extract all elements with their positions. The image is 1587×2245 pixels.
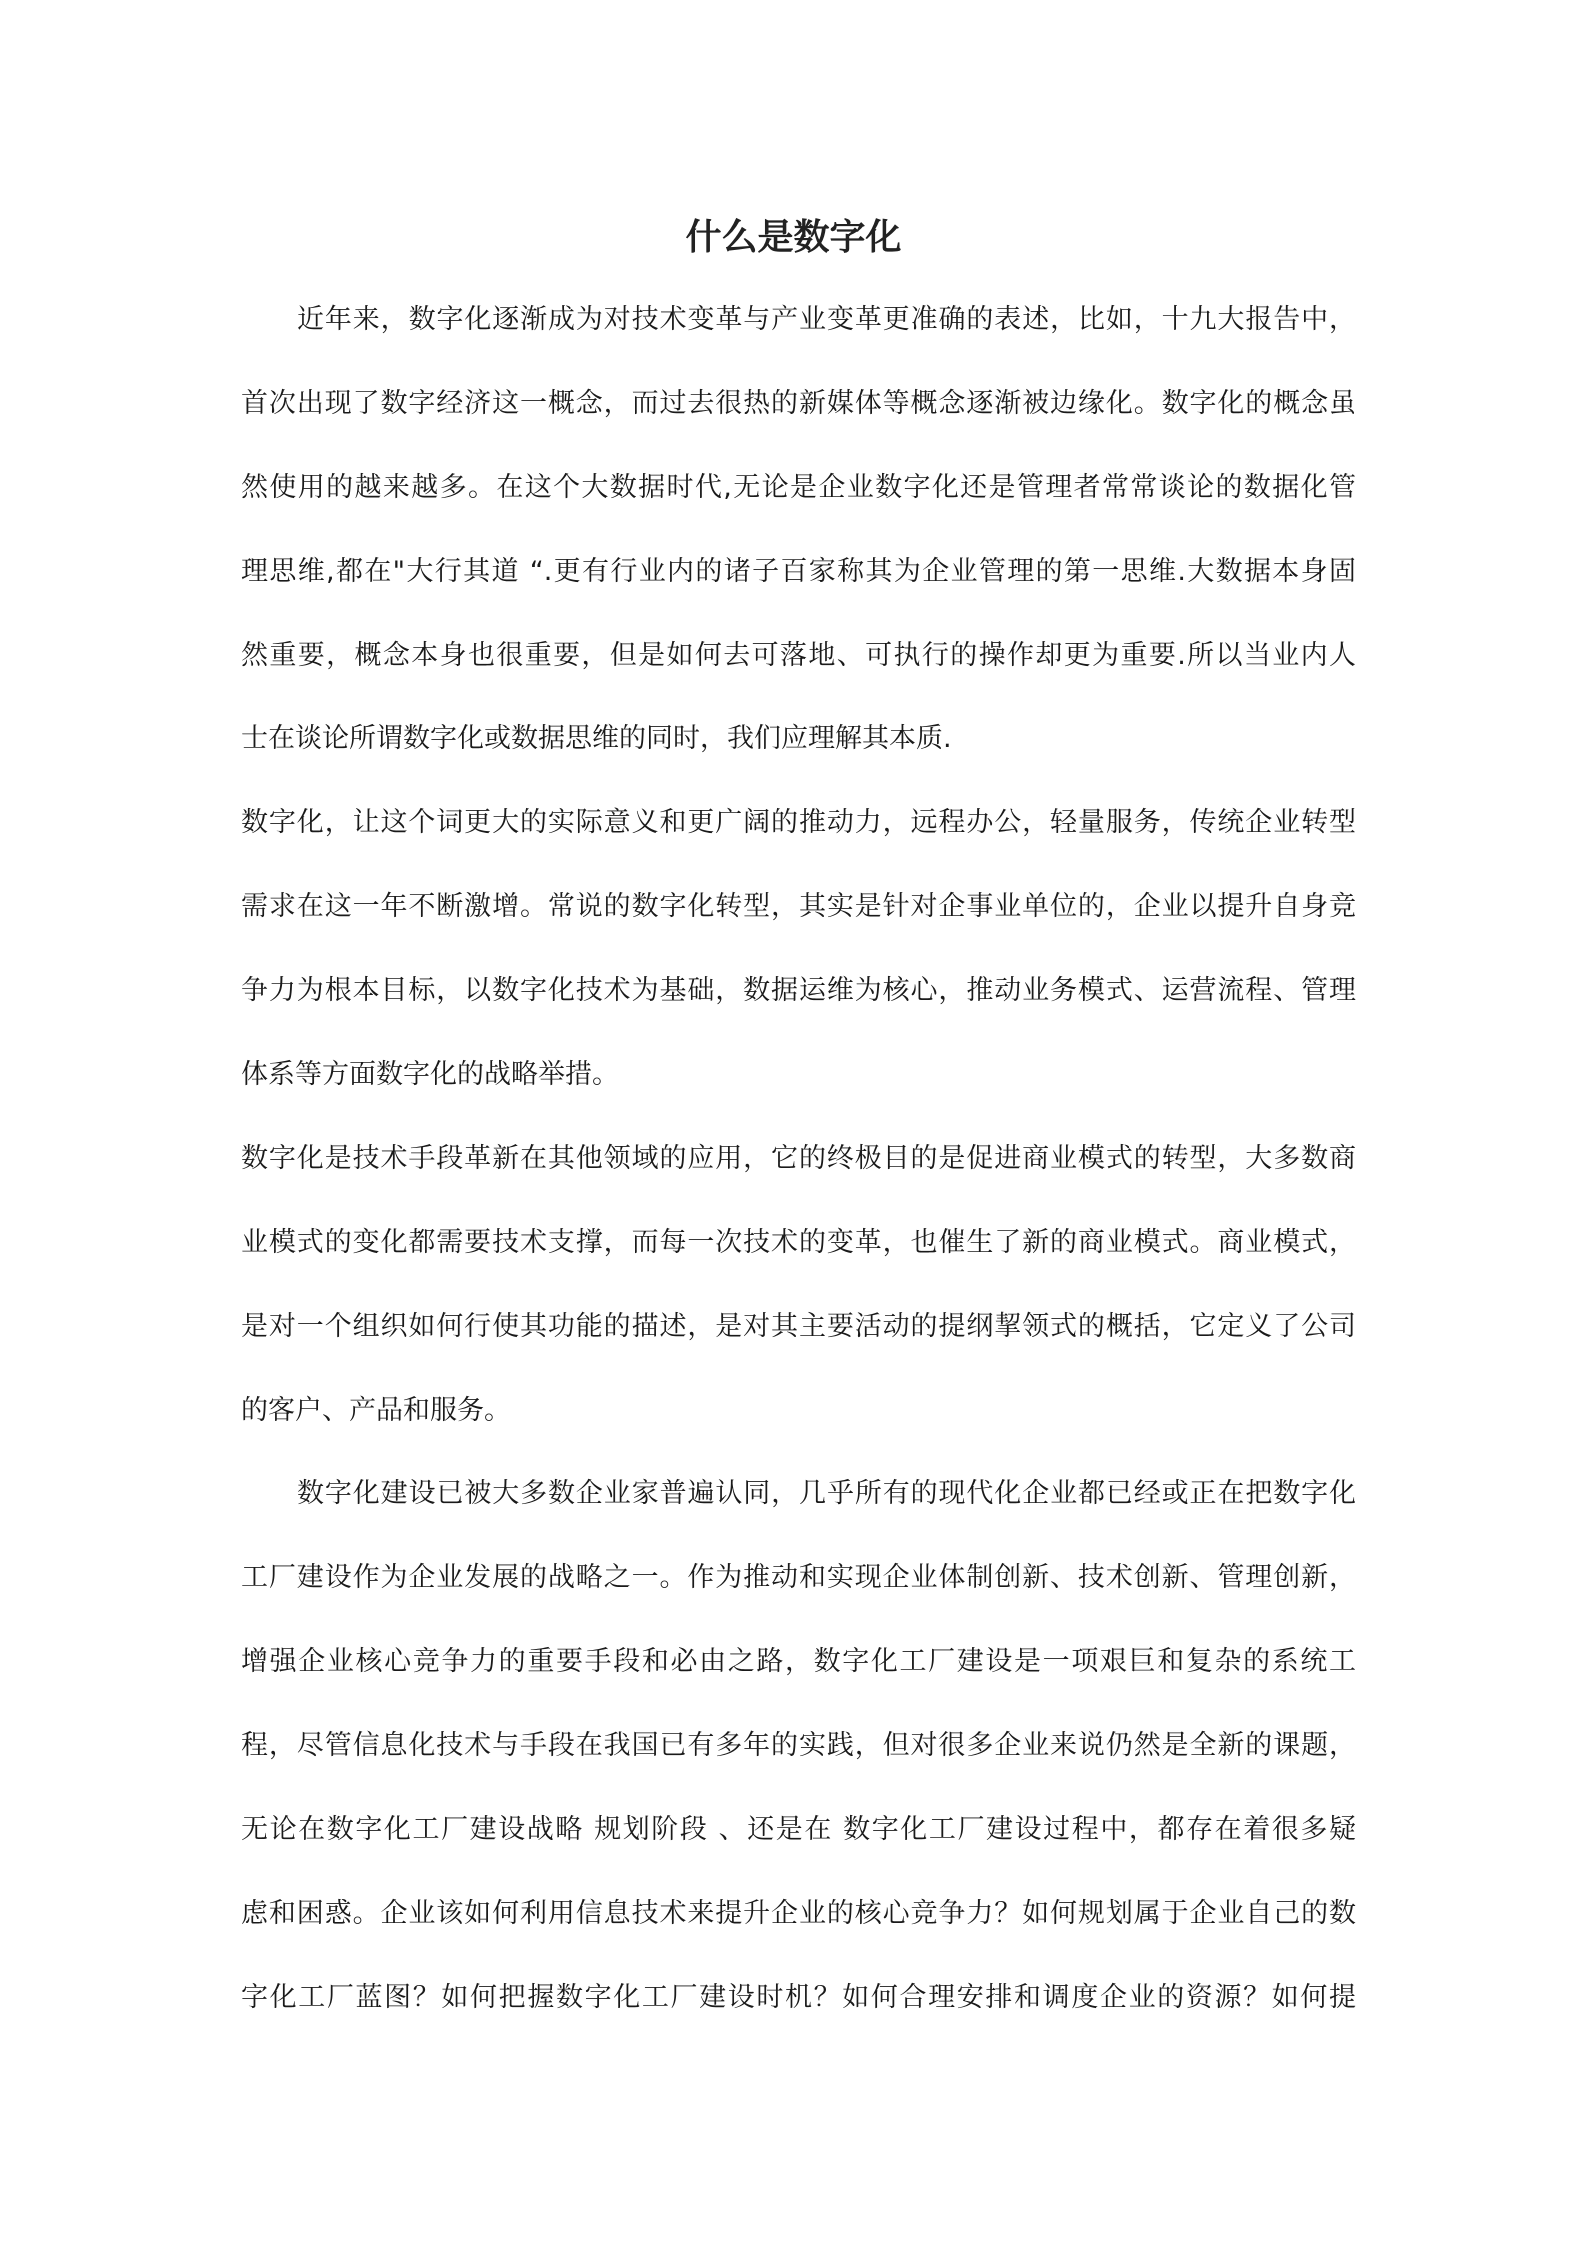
text-line: 是对一个组织如何行使其功能的描述，是对其主要活动的提纲挈领式的概括，它定义了公司: [241, 1310, 1356, 1342]
text-line: 数字化建设已被大多数企业家普遍认同，几乎所有的现代化企业都已经或正在把数字化: [297, 1478, 1356, 1510]
text-line: 体系等方面数字化的战略举措。: [241, 1059, 619, 1091]
text-line: 需求在这一年不断激增。常说的数字化转型，其实是针对企事业单位的，企业以提升自身竞: [241, 891, 1356, 923]
text-line: 然重要，概念本身也很重要，但是如何去可落地、可执行的操作却更为重要.所以当业内人: [241, 639, 1356, 671]
text-line: 近年来，数字化逐渐成为对技术变革与产业变革更准确的表述，比如，十九大报告中，: [297, 304, 1356, 335]
text-line: 然使用的越来越多。在这个大数据时代,无论是企业数字化还是管理者常常谈论的数据化管: [241, 471, 1356, 503]
text-line: 理思维,都在"大行其道 “.更有行业内的诸子百家称其为企业管理的第一思维.大数据本身固: [241, 555, 1356, 587]
text-line: 工厂建设作为企业发展的战略之一。作为推动和实现企业体制创新、技术创新、管理创新，: [241, 1562, 1356, 1594]
text-line: 字化工厂蓝图？如何把握数字化工厂建设时机？如何合理安排和调度企业的资源？如何提: [241, 1981, 1356, 2013]
text-line: 争力为根本目标，以数字化技术为基础，数据运维为核心，推动业务模式、运营流程、管理: [241, 975, 1356, 1007]
text-line: 士在谈论所谓数字化或数据思维的同时，我们应理解其本质.: [241, 723, 952, 755]
document-body: [241, 298, 1356, 2060]
text-line: 的客户、产品和服务。: [241, 1394, 511, 1426]
document-title: 什么是数字化: [685, 217, 902, 258]
text-line: 增强企业核心竞争力的重要手段和必由之路，数字化工厂建设是一项艰巨和复杂的系统工: [241, 1646, 1356, 1678]
text-line: 首次出现了数字经济这一概念，而过去很热的新媒体等概念逐渐被边缘化。数字化的概念虽: [241, 387, 1356, 419]
text-line: 虑和困惑。企业该如何利用信息技术来提升企业的核心竞争力？如何规划属于企业自己的数: [241, 1897, 1356, 1929]
text-line: 程，尽管信息化技术与手段在我国已有多年的实践，但对很多企业来说仍然是全新的课题，: [241, 1730, 1356, 1762]
text-line: 无论在数字化工厂建设战略 规划阶段 、还是在 数字化工厂建设过程中，都存在着很多疑: [241, 1814, 1356, 1846]
text-line: 业模式的变化都需要技术支撑，而每一次技术的变革，也催生了新的商业模式。商业模式，: [241, 1226, 1356, 1258]
text-line: 数字化是技术手段革新在其他领域的应用，它的终极目的是促进商业模式的转型，大多数商: [241, 1142, 1356, 1174]
text-line: 数字化，让这个词更大的实际意义和更广阔的推动力，远程办公，轻量服务，传统企业转型: [241, 807, 1356, 839]
